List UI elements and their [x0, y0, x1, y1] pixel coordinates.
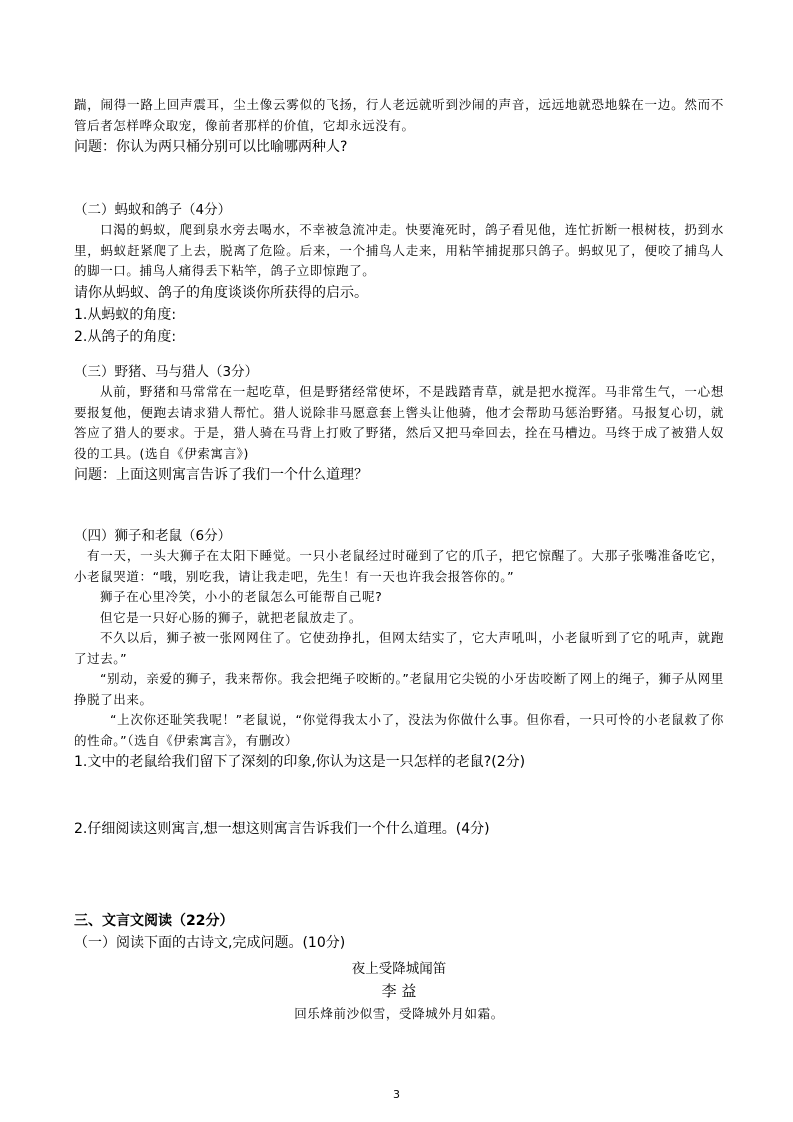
- fable4-paragraph: 狮子在心里冷笑，小小的老鼠怎么可能帮自己呢?: [100, 589, 383, 604]
- poem-title: 夜上受降城闻笛: [351, 961, 447, 977]
- page-number: 3: [393, 1088, 400, 1101]
- fable3-title: （三）野猪、马与猎人（3分）: [74, 364, 259, 380]
- continuation-block: [74, 95, 724, 158]
- fable2-prompt: 请你从蚂蚁、鸽子的角度谈谈你所获得的启示。: [74, 284, 368, 301]
- fable2-item-dove: 2.从鸽子的角度:: [74, 328, 177, 345]
- poem-author: 李 益: [381, 982, 417, 1000]
- fable4-paragraph: 但它是一只好心肠的狮子，就把老鼠放走了。: [100, 609, 363, 625]
- fable3-text: 从前，野猪和马常常在一起吃草，但是野猪经常使坏，不是践踏青草，就是把水搅浑。马非常生气，一心想要报复他，便跑去请求猎人帮忙。猎人说除非马愿意套上辔头让他骑，他才会帮助马惩治野猪。马报复心切，就答应了猎人的要求。于是，猎人骑在马背上打败了野猪，然后又把马牵回去，拴在马槽边。马终于成了被猎人奴役的工具。(选自《伊索寓言》): [74, 384, 724, 461]
- fable4-question-2-block: [74, 818, 724, 840]
- section3-subheading: （一）阅读下面的古诗文,完成问题。(10分): [74, 935, 346, 951]
- fable4-question-2: 2.仔细阅读这则寓言,想一想这则寓言告诉我们一个什么道理。(4分): [74, 821, 490, 837]
- fable3-question: 问题：上面这则寓言告诉了我们一个什么道理？: [74, 467, 368, 483]
- fable2-title: （二）蚂蚁和鸽子（4分）: [74, 202, 232, 218]
- fable4-paragraph: 不久以后，狮子被一张网网住了。它使劲挣扎，但网太结实了，它大声吼叫，小老鼠听到了它的吼声，就跑了过去。”: [74, 630, 724, 666]
- fable2-block: [74, 200, 724, 348]
- continuation-question: 问题：你认为两只桶分别可以比喻哪两种人?: [74, 139, 348, 155]
- fable2-text: 口渴的蚂蚁，爬到泉水旁去喝水，不幸被急流冲走。快要淹死时，鸽子看见他，连忙折断一根树枝，扔到水里，蚂蚁赶紧爬了上去，脱离了危险。后来，一个捕鸟人走来，用粘竿捕捉那只鸽子。蚂蚁见了，便咬了捕鸟人的脚一口。捕鸟人痛得丢下粘竿，鸽子立即惊跑了。: [74, 222, 724, 278]
- fable4-question-1: 1.文中的老鼠给我们留下了深刻的印象,你认为这是一只怎样的老鼠?(2分): [74, 754, 526, 770]
- fable4-title: （四）狮子和老鼠（6分）: [74, 528, 232, 544]
- fable4-block: [74, 526, 724, 773]
- section3-heading: 三、文言文阅读（22分）: [74, 913, 234, 929]
- fable2-item-ant: 1.从蚂蚁的角度:: [74, 306, 177, 323]
- poem-line: 回乐烽前沙似雪，受降城外月如霜。: [294, 1006, 504, 1021]
- fable4-paragraph: “上次你还耻笑我呢！”老鼠说，“你觉得我太小了，没法为你做什么事。但你看，一只可怜的小老鼠救了你的性命。”（选自《伊索寓言》，有删改）: [74, 712, 724, 748]
- fable3-block: [74, 362, 724, 486]
- continuation-text: 踹，闹得一路上回声震耳，尘土像云雾似的飞扬，行人老远就听到沙闹的声音，远远地就恐地躲在一边。然而不管后者怎样哗众取宠，像前者那样的价值，它却永远没有。: [74, 97, 724, 133]
- section3-block: [74, 910, 724, 1025]
- fable4-paragraph: 有一天，一头大狮子在太阳下睡觉。一只小老鼠经过时碰到了它的爪子，把它惊醒了。大那子张嘴准备吃它，小老鼠哭道：“哦，别吃我，请让我走吧，先生！有一天也许我会报答你的。”: [74, 548, 724, 584]
- fable4-paragraph: “别动，亲爱的狮子，我来帮你。我会把绳子咬断的。”老鼠用它尖锐的小牙齿咬断了网上的绳子，狮子从网里挣脱了出来。: [74, 671, 724, 707]
